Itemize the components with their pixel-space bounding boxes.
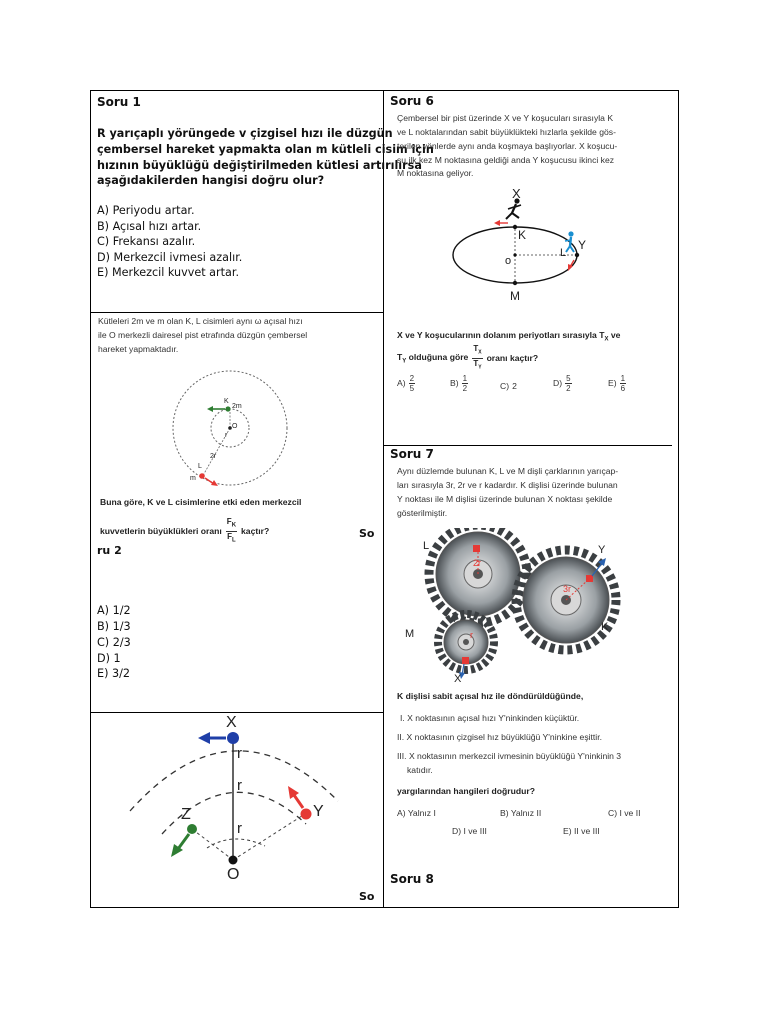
point-k	[513, 225, 517, 229]
option-num: 5	[566, 374, 571, 383]
q7-statement-3-cont: katıdır.	[407, 765, 433, 775]
q2-option-d[interactable]: D) 1	[97, 652, 121, 665]
q2-option-e[interactable]: E) 3/2	[97, 667, 130, 680]
q2-line-3: hareket yapmaktadır.	[98, 344, 179, 354]
divider-q1-q2	[90, 312, 384, 313]
q7-label-3r: 3r	[563, 584, 572, 594]
q3-label-r-3: r	[237, 820, 242, 837]
q7-line-1: Aynı düzlemde bulunan K, L ve M dişli çarklarının yarıçap-	[397, 466, 619, 476]
q7-label-l: L	[423, 540, 430, 552]
option-value: 2	[512, 381, 517, 391]
body-k	[225, 406, 230, 411]
frac-num-sub: K	[231, 522, 237, 529]
q2-option-a[interactable]: A) 1/2	[97, 604, 131, 617]
q6-label-m: M	[510, 289, 520, 303]
q2-force-ratio	[226, 517, 237, 545]
body-x	[227, 732, 239, 744]
q6-sub-x: X	[604, 336, 609, 343]
option-num: 2	[409, 374, 415, 383]
q2-label-2m: 2m	[232, 403, 242, 410]
option-den: 2	[566, 384, 571, 393]
center-o	[229, 856, 238, 865]
divider-q6-q7	[384, 445, 672, 446]
q2-option-b[interactable]: B) 1/3	[97, 620, 131, 633]
q6-period-ratio	[472, 344, 482, 372]
frac-den-sub: L	[232, 537, 236, 544]
q6-option-e[interactable]	[608, 374, 626, 393]
option-label: E)	[608, 377, 617, 388]
point-x-marker	[462, 657, 469, 664]
q7-label-m: M	[405, 628, 415, 640]
q6-label-y: Y	[578, 238, 587, 252]
q1-line-3: hızının büyüklüğü değiştirilmeden kütlesi artırılırsa	[97, 159, 422, 172]
column-divider	[383, 90, 384, 908]
q2-option-c[interactable]: C) 2/3	[97, 636, 131, 649]
q6-frac-den: T	[473, 358, 479, 368]
q3-label-r-2: r	[237, 777, 242, 794]
q1-line-1: R yarıçaplı yörüngede v çizgisel hızı ile düzgün	[97, 127, 393, 140]
q2-heading-part-so: So	[359, 527, 375, 540]
option-num: 1	[620, 374, 626, 383]
q6-line2-post: oranı kaçtır?	[486, 353, 539, 364]
q6-question-pre: X ve Y koşucularının dolanım periyotları sırasıyla T	[397, 330, 605, 340]
runner-x-icon	[506, 198, 521, 219]
q6-heading: Soru 6	[390, 94, 434, 108]
x-velocity-arrow	[198, 732, 210, 744]
q6-label-x: X	[512, 186, 521, 201]
q7-label-k: K	[601, 621, 609, 633]
body-z	[187, 824, 197, 834]
q3-concentric-orbits-diagram	[120, 716, 350, 886]
option-label: D)	[553, 377, 563, 388]
q7-label-x: X	[454, 673, 462, 685]
q6-line-4: su ilk kez M noktasına geldiği anda Y koşucusu ikinci kez	[397, 155, 615, 165]
option-den: 5	[409, 384, 415, 393]
q6-frac-den-sub: Y	[478, 364, 482, 371]
q6-option-c[interactable]	[500, 380, 517, 394]
q2-label-o: O	[232, 423, 238, 430]
q2-question-line-2	[100, 517, 269, 545]
q6-elliptical-track-diagram	[448, 188, 598, 298]
q7-option-c[interactable]: C) I ve II	[608, 808, 641, 818]
divider-q2-q3	[90, 712, 384, 713]
point-l	[575, 253, 579, 257]
q6-label-k: K	[518, 228, 527, 242]
x-direction-arrow	[494, 220, 500, 226]
frac-num: F	[226, 517, 232, 526]
frac-den: F	[227, 531, 233, 541]
q7-heading: Soru 7	[390, 447, 434, 461]
q7-label-r: r	[470, 630, 473, 640]
q3-label-x: X	[226, 714, 237, 731]
q6-line-5: M noktasına geliyor.	[397, 168, 474, 178]
q1-option-a[interactable]: A) Periyodu artar.	[97, 204, 195, 217]
q3-label-o: O	[227, 866, 240, 883]
q6-label-l: L	[560, 247, 567, 259]
q1-option-d[interactable]: D) Merkezcil ivmesi azalır.	[97, 251, 243, 264]
q2-label-r: r	[225, 432, 228, 439]
q7-statement-3: III. X noktasının merkezcil ivmesinin büyüklüğü Y'ninkinin 3	[397, 751, 622, 761]
q6-option-d[interactable]	[553, 374, 572, 393]
q6-option-b[interactable]	[450, 374, 468, 393]
q7-label-y: Y	[598, 544, 606, 556]
q2-label-l: L	[198, 463, 202, 470]
q7-statement-1: I. X noktasının açısal hızı Y'ninkinden küçüktür.	[400, 713, 580, 723]
option-den: 6	[620, 384, 626, 393]
q6-question-mid: ve	[608, 330, 621, 340]
option-num: 1	[462, 374, 468, 383]
q2-label-k: K	[224, 398, 229, 405]
q1-heading: Soru 1	[97, 95, 141, 109]
q2-question-post: kaçtır?	[241, 526, 270, 537]
q6-line-3: terilen yönlerde aynı anda koşmaya başlıyorlar. X koşucu-	[397, 141, 618, 151]
option-label: C)	[500, 381, 510, 391]
k-velocity-arrow	[207, 406, 213, 412]
q7-line-2: ları sırasıyla 3r, 2r ve r kadardır. K dişlisi üzerinde bulunan	[397, 480, 618, 490]
q1-option-b[interactable]: B) Açısal hızı artar.	[97, 220, 202, 233]
q7-line-3: Y noktası ile M dişlisi üzerinde bulunan X noktası şekilde	[397, 494, 613, 504]
q2-label-2r: 2r	[210, 453, 217, 460]
option-label: A)	[397, 377, 406, 388]
option-label: B)	[450, 377, 459, 388]
q6-question-line-2	[397, 344, 538, 372]
q7-option-d[interactable]: D) I ve III	[452, 826, 487, 836]
q2-line-2: ile O merkezli dairesel pist etrafında düzgün çembersel	[98, 330, 308, 340]
q7-question: K dişlisi sabit açısal hız ile döndürüldüğünde,	[397, 691, 584, 701]
q8-heading: Soru 8	[390, 872, 434, 886]
y-velocity-arrow	[288, 786, 299, 799]
q3-label-y: Y	[313, 803, 324, 820]
q7-line-4: gösterilmiştir.	[397, 508, 448, 518]
outer-orbit	[130, 751, 338, 811]
q2-label-m: m	[190, 475, 196, 482]
gear-l-marker	[473, 545, 480, 552]
q6-frac-num: T	[473, 344, 479, 353]
q7-label-2r: 2r	[473, 558, 482, 568]
q1-option-e[interactable]: E) Merkezcil kuvvet artar.	[97, 266, 239, 279]
q2-question-pre: kuvvetlerin büyüklükleri oranı	[100, 526, 222, 537]
q1-line-2: çembersel hareket yapmakta olan m kütleli cisim için	[97, 143, 434, 156]
q6-frac-num-sub: X	[478, 349, 482, 356]
q6-line2-mid: olduğuna göre	[406, 351, 469, 362]
q7-ask: yargılarından hangileri doğrudur?	[397, 786, 535, 796]
q6-line-2: ve L noktalarından sabit büyüklükteki hızlarla şekilde gös-	[397, 127, 616, 137]
q2-line-1: Kütleleri 2m ve m olan K, L cisimleri aynı ω açısal hızı	[98, 316, 303, 326]
option-den: 2	[462, 384, 468, 393]
q7-option-e[interactable]: E) II ve III	[563, 826, 600, 836]
point-y-marker	[586, 575, 593, 582]
q1-line-4: aşağıdakilerden hangisi doğru olur?	[97, 174, 325, 187]
q6-sub-y: Y	[402, 358, 407, 365]
q2-question-line-1: Buna göre, K ve L cisimlerine etki eden merkezcil	[100, 497, 302, 507]
q3-heading-part-so: So	[359, 890, 375, 903]
q2-circular-track-diagram	[168, 368, 290, 490]
body-y	[301, 809, 312, 820]
q7-option-b[interactable]: B) Yalnız II	[500, 808, 542, 818]
q6-label-o: o	[505, 255, 512, 267]
q6-line-1: Çembersel bir pist üzerinde X ve Y koşucuları sırasıyla K	[397, 113, 614, 123]
q2-heading-part-ru: ru 2	[97, 544, 122, 557]
q3-label-r-1: r	[237, 745, 242, 762]
q6-line2-pre: T	[397, 351, 403, 362]
q1-option-c[interactable]: C) Frekansı azalır.	[97, 235, 196, 248]
q7-statement-2: II. X noktasının çizgisel hız büyüklüğü Y'ninkine eşittir.	[397, 732, 602, 742]
q6-question-line-1	[397, 330, 620, 343]
q7-option-a[interactable]: A) Yalnız I	[397, 808, 436, 818]
q6-option-a[interactable]	[397, 374, 415, 393]
runner-y-icon	[565, 231, 574, 252]
q3-label-z: Z	[181, 806, 191, 823]
body-l	[199, 473, 205, 479]
point-m	[513, 281, 517, 285]
